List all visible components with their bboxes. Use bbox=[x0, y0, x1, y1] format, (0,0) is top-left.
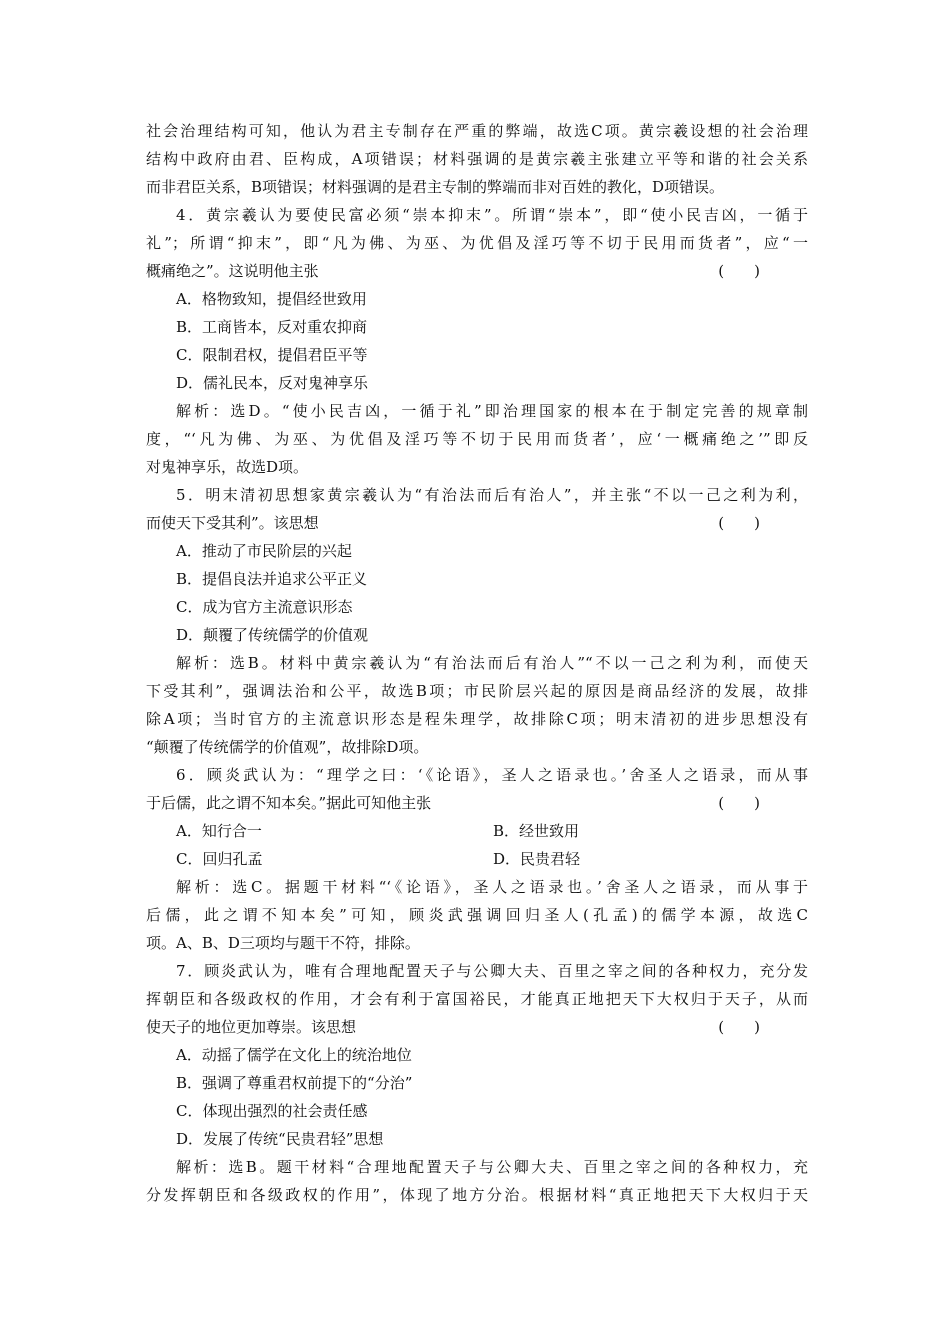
q7-stem-line: 挥朝臣和各级政权的作用，才会有利于富国裕民，才能真正地把天下大权归于天子，从而 bbox=[146, 990, 808, 1008]
q6-option-row bbox=[146, 817, 808, 845]
q4-stem-line: 4．黄宗羲认为要使民富必须“崇本抑末”。所谓“崇本”，即“使小民吉凶，一循于 bbox=[176, 206, 808, 224]
q7-answer-bracket: ( ) bbox=[718, 1018, 760, 1036]
q4-option-c: C．限制君权，提倡君臣平等 bbox=[176, 346, 368, 364]
q7-stem-line-last bbox=[146, 1013, 808, 1041]
q7-stem-line: 7．顾炎武认为，唯有合理地配置天子与公卿大夫、百里之宰之间的各种权力，充分发 bbox=[176, 962, 808, 980]
intro-line: 而非君臣关系，B项错误；材料强调的是君主专制的弊端而非对百姓的教化，D项错误。 bbox=[146, 178, 725, 196]
q7-option-d: D．发展了传统“民贵君轻”思想 bbox=[176, 1130, 384, 1148]
q4-analysis-line: 解析：选D。“使小民吉凶，一循于礼”即治理国家的根本在于制定完善的规章制 bbox=[176, 402, 808, 420]
q5-option-d: D．颠覆了传统儒学的价值观 bbox=[176, 626, 369, 644]
q7-stem-text: 使天子的地位更加尊崇。该思想 bbox=[146, 1018, 357, 1036]
q6-option-row bbox=[146, 845, 808, 873]
q7-analysis-line: 解析：选B。题干材料“合理地配置天子与公卿大夫、百里之宰之间的各种权力，充 bbox=[176, 1158, 808, 1176]
intro-line: 社会治理结构可知，他认为君主专制存在严重的弊端，故选C项。黄宗羲设想的社会治理 bbox=[146, 122, 808, 140]
q7-option-c: C．体现出强烈的社会责任感 bbox=[176, 1102, 368, 1120]
q5-option-b: B．提倡良法并追求公平正义 bbox=[176, 570, 368, 588]
q6-answer-bracket: ( ) bbox=[718, 794, 760, 812]
document-page bbox=[146, 117, 808, 1209]
q4-option-b: B．工商皆本，反对重农抑商 bbox=[176, 318, 368, 336]
q5-analysis-line: “颠覆了传统儒学的价值观”，故排除D项。 bbox=[146, 738, 429, 756]
q7-option-a: A．动摇了儒学在文化上的统治地位 bbox=[176, 1046, 412, 1064]
q6-stem-line: 6．顾炎武认为：“理学之曰：‘《论语》，圣人之语录也。’舍圣人之语录，而从事 bbox=[176, 766, 808, 784]
q6-analysis-line: 项。A、B、D三项均与题干不符，排除。 bbox=[146, 934, 420, 952]
q6-option-a: A．知行合一 bbox=[176, 822, 262, 840]
q7-analysis-line: 分发挥朝臣和各级政权的作用”，体现了地方分治。根据材料“真正地把天下大权归于天 bbox=[146, 1186, 808, 1204]
q5-option-c: C．成为官方主流意识形态 bbox=[176, 598, 353, 616]
q4-stem-line-last bbox=[146, 257, 808, 285]
q6-option-c: C．回归孔孟 bbox=[176, 850, 263, 868]
q4-analysis-line: 对鬼神享乐，故选D项。 bbox=[146, 458, 309, 476]
q4-analysis-line: 度，“‘凡为佛、为巫、为优倡及淫巧等不切于民用而货者’，应‘一概痛绝之’”即反 bbox=[146, 430, 808, 448]
q4-stem-line: 礼”；所谓“抑末”，即“凡为佛、为巫、为优倡及淫巧等不切于民用而货者”，应“一 bbox=[146, 234, 808, 252]
q6-option-b: B．经世致用 bbox=[493, 822, 580, 840]
q4-option-a: A．格物致知，提倡经世致用 bbox=[176, 290, 367, 308]
q4-stem-text: 概痛绝之”。这说明他主张 bbox=[146, 262, 319, 280]
q5-option-a: A．推动了市民阶层的兴起 bbox=[176, 542, 352, 560]
q5-stem-text: 而使天下受其利”。该思想 bbox=[146, 514, 319, 532]
q4-option-d: D．儒礼民本，反对鬼神享乐 bbox=[176, 374, 369, 392]
q5-answer-bracket: ( ) bbox=[718, 514, 760, 532]
q6-analysis-line: 后儒，此之谓不知本矣”可知，顾炎武强调回归圣人(孔孟)的儒学本源，故选C bbox=[146, 906, 808, 924]
q6-stem-line-last bbox=[146, 789, 808, 817]
q5-stem-line-last bbox=[146, 509, 808, 537]
q4-answer-bracket: ( ) bbox=[718, 262, 760, 280]
q5-analysis-line: 除A项；当时官方的主流意识形态是程朱理学，故排除C项；明末清初的进步思想没有 bbox=[146, 710, 808, 728]
q5-analysis-line: 解析：选B。材料中黄宗羲认为“有治法而后有治人”“不以一己之利为利，而使天 bbox=[176, 654, 808, 672]
q5-stem-line: 5．明末清初思想家黄宗羲认为“有治法而后有治人”，并主张“不以一己之利为利， bbox=[176, 486, 808, 504]
q7-option-b: B．强调了尊重君权前提下的“分治” bbox=[176, 1074, 413, 1092]
q6-option-d: D．民贵君轻 bbox=[493, 850, 581, 868]
q6-stem-text: 于后儒，此之谓不知本矣。”据此可知他主张 bbox=[146, 794, 432, 812]
q6-analysis-line: 解析：选C。据题干材料“‘《论语》，圣人之语录也。’舍圣人之语录，而从事于 bbox=[176, 878, 808, 896]
intro-line: 结构中政府由君、臣构成，A项错误；材料强调的是黄宗羲主张建立平等和谐的社会关系 bbox=[146, 150, 808, 168]
q5-analysis-line: 下受其利”，强调法治和公平，故选B项；市民阶层兴起的原因是商品经济的发展，故排 bbox=[146, 682, 808, 700]
